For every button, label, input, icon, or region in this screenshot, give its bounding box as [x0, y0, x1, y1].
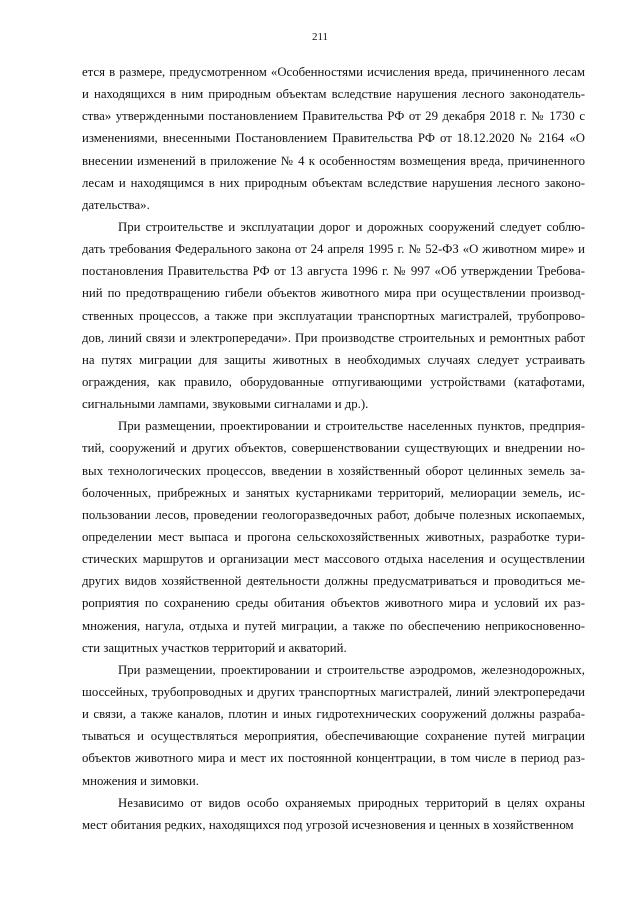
page-number: 211: [311, 31, 329, 43]
text-line: определении мест выпаса и прогона сельскохозяйственных животных, разработке тури-: [82, 529, 585, 544]
paragraph: [82, 792, 585, 836]
text-line: ний по предотвращению гибели объектов животного мира при осуществлении производ-: [82, 286, 585, 301]
text-line: объектов животного мира и мест их постоянной концентрации, в том числе в период раз-: [82, 751, 585, 766]
text-line: вых технологических процессов, введении в хозяйственный оборот целинных земель за-: [82, 463, 585, 478]
text-line: болоченных, прибрежных и занятых кустарниками территорий, мелиорации земель, ис-: [82, 485, 585, 500]
text-line: и находящихся в ним природным объектам вследствие нарушения лесного законодатель-: [82, 87, 585, 102]
text-line: тий, сооружений и других объектов, совершенствовании существующих и внедрении но-: [82, 441, 585, 456]
paragraph: [82, 659, 585, 792]
text-line: сигнальными лампами, звуковыми сигналами и др.).: [82, 397, 369, 412]
text-line: Независимо от видов особо охраняемых природных территорий в целях охраны: [118, 795, 585, 810]
text-line: ется в размере, предусмотренном «Особенностями исчисления вреда, причиненного лесам: [82, 65, 585, 79]
text-line: дов, линий связи и электропередачи». При производстве строительных и ремонтных работ: [82, 330, 585, 345]
text-line: ограждения, как правило, оборудованные отпугивающими устройствами (катафотами,: [82, 374, 585, 389]
text-line: лесам и находящимся в них природным объектам вследствие нарушения лесного законо-: [82, 175, 585, 190]
text-line: сти защитных участков территорий и акваторий.: [82, 640, 347, 655]
text-line: пользовании лесов, проведении геологоразведочных работ, добыче полезных ископаемых,: [82, 507, 585, 522]
text-line: мест обитания редких, находящихся под угрозой исчезновения и ценных в хозяйственном: [82, 817, 574, 832]
text-line: стических маршрутов и организации мест массового отдыха населения и осуществлении: [82, 552, 585, 567]
text-line: внесении изменений в приложение № 4 к особенностям возмещения вреда, причиненного: [82, 153, 585, 168]
text-line: дать требования Федерального закона от 24 апреля 1995 г. № 52-ФЗ «О животном мире» и: [82, 242, 585, 257]
text-line: ственных процессов, а также при эксплуатации транспортных магистралей, трубопрово-: [82, 308, 585, 323]
text-line: других видов хозяйственной деятельности должны предусматриваться и проводиться ме-: [82, 574, 585, 589]
text-line: постановления Правительства РФ от 13 августа 1996 г. № 997 «Об утверждении Требова-: [82, 264, 585, 279]
text-line: изменениями, внесенными Постановлением Правительства РФ от 18.12.2020 № 2164 «О: [82, 131, 585, 146]
paragraph: [82, 415, 585, 659]
text-line: При строительстве и эксплуатации дорог и дорожных сооружений следует соблю-: [118, 219, 585, 234]
text-line: тываться и осуществляться мероприятия, обеспечивающие сохранение путей миграции: [82, 729, 585, 744]
paragraph: [82, 61, 585, 216]
text-line: на путях миграции для защиты животных в необходимых случаях следует устраивать: [82, 352, 585, 367]
text-line: При размещении, проектировании и строительстве аэродромов, железнодорожных,: [118, 662, 585, 677]
body-text: [82, 61, 585, 836]
text-line: шоссейных, трубопроводных и других транспортных магистралей, линий электропередачи: [82, 684, 585, 699]
text-line: множения, нагула, отдыха и путей миграции, а также по обеспечению неприкосновенно-: [82, 618, 585, 633]
text-line: дательства».: [82, 197, 150, 212]
text-line: ства» утвержденными постановлением Правительства РФ от 29 декабря 2018 г. № 1730 с: [82, 109, 585, 124]
paragraph: [82, 216, 585, 415]
text-line: множения и зимовки.: [82, 773, 199, 788]
text-line: роприятия по сохранению среды обитания объектов животного мира и условий их раз-: [82, 596, 585, 611]
text-line: и связи, а также каналов, плотин и иных гидротехнических сооружений должны разраба-: [82, 707, 585, 722]
text-line: При размещении, проектировании и строительстве населенных пунктов, предприя-: [118, 419, 585, 434]
